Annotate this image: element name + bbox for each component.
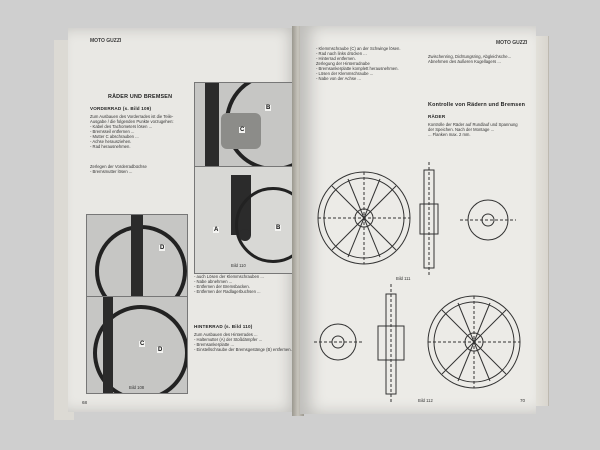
fork-leg [103,297,113,393]
logo: MOTO GUZZI [90,38,122,44]
fork-leg [131,215,143,301]
subheading: HINTERRAD (s. Bild 110) [194,324,253,329]
drawing-caption: Bild 111 [396,276,411,281]
section-heading: Kontrolle von Rädern und Bremsen [428,102,526,108]
intro-text: Zum Ausbauen des Vorderrades ist die Teile- Ausgabe / die folgenden Punkte vorzugehen: - Kabel des Tachometers lösen ... - Bremsseil entfernen ... - Mutter C abschrauben ... - Achse herausziehen. - Rad herausnehmen. [90,114,174,149]
brake-fitting [239,229,251,241]
photo-rear-brake [194,166,296,274]
photo-label: B [276,225,281,231]
page-number: 70 [520,398,526,403]
right-column-text: Zwischenring, Dichtungsring, Abgleichsche... Abnehmen des äußeren Kugellagers ... [428,54,512,64]
brake-drum-drawing [314,324,362,360]
photo-label: B [266,105,271,111]
page-number: 68 [82,400,88,405]
side-profile-drawing [420,162,438,276]
hub-drawing [460,200,516,240]
photo-front-brake [86,214,188,302]
left-page [68,28,298,412]
subheading: VORDERRAD (s. Bild 109) [90,106,152,111]
logo: MOTO GUZZI [496,40,528,46]
photo-label: D [160,245,165,251]
wheel-drawings [308,154,532,404]
drawing-caption: Bild 112 [418,398,433,403]
rear-profile-drawing [378,284,404,402]
photo-label: D [158,347,163,353]
front-wheel-drawing [318,172,410,264]
photo-label: C [140,341,145,347]
bottom-text: - auch Lösen der Klemmschrauben ... - Nabe abnehmen ... - Entfernen der Bremsbacken. - Entfernen der Radlagerbuchsen ... [194,274,264,294]
photo-caption: Bild 108 [129,385,145,390]
section-text: Zerlegen der Vorderradbüchse - Bremsmutter lösen ... [90,164,147,174]
top-text: - Klemmschraube (C) an der Schwinge lösen. - Rad nach links drücken ... - Hinterrad entfernen. Zerlegung der Hinterradnabe - Bremsankerplatte komplett herausnehmen. - Lösen der Klemmschraube ... - Nabe von der Achse ... [316,46,401,81]
photo-label: A [214,227,219,233]
photo-label: C [240,127,245,133]
right-page [300,26,536,414]
rear-wheel-drawing [428,296,520,388]
section-text: Zum Ausbauen des Hinterrades ... - Haltemutter (A) der Stoßdämpfer ... - Bremsankerplatte ... - Einstellschraube der Bremsgestänge (B) entfernen. [194,332,292,352]
subheading: RÄDER [428,114,446,119]
photo-brake-plate [86,296,188,394]
photo-caption: Bild 110 [231,263,246,268]
body-text: Kontrolle der Räder auf Rundlauf und Spannung der Speichen. Nach der Montage ... ... Flanken max. 2 mm. [428,122,518,137]
section-heading: RÄDER UND BREMSEN [108,94,173,100]
